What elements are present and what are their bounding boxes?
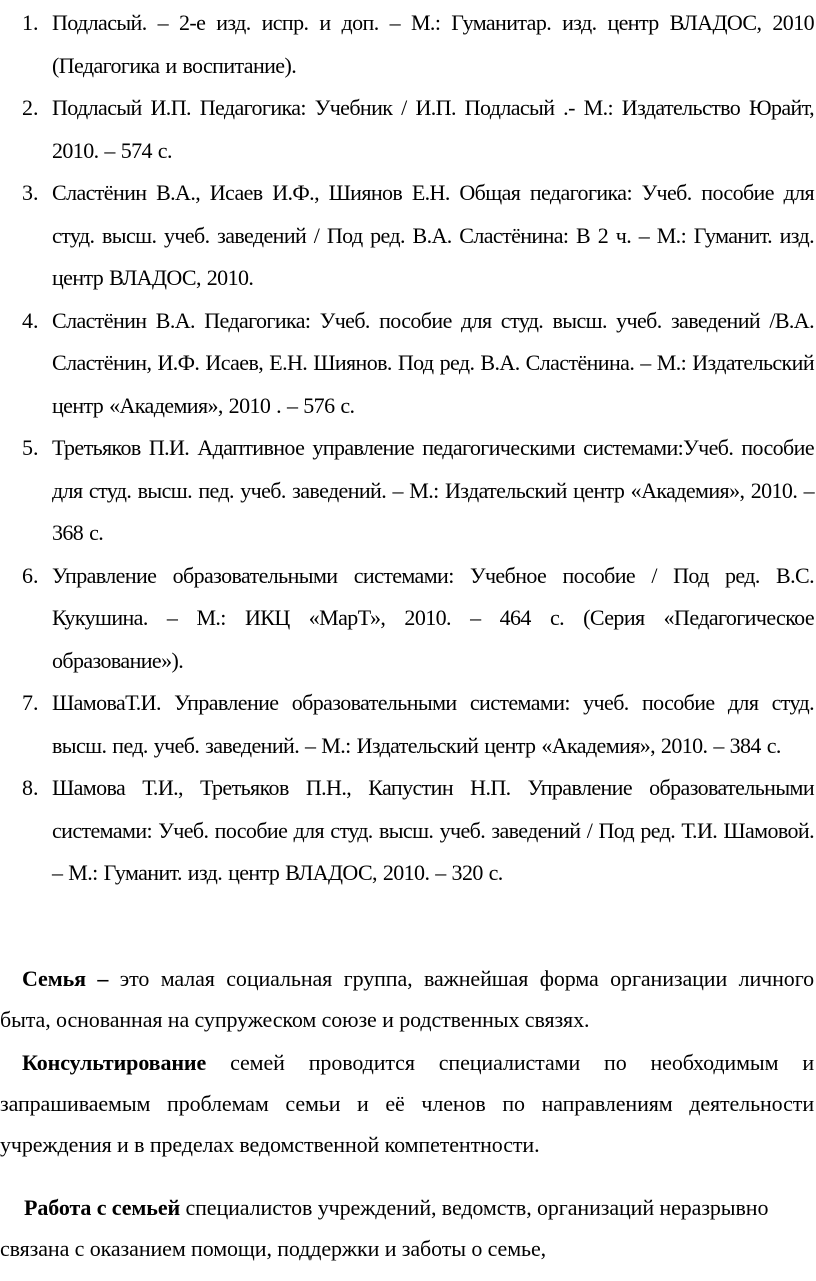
reference-list <box>0 2 816 895</box>
family-term: Семья – <box>22 966 109 991</box>
consulting-term: Консультирование <box>22 1050 207 1075</box>
family-work-term: Работа с семьей <box>24 1195 181 1220</box>
reference-text: Сластёнин В.А. Педагогика: Учеб. пособие для студ. высш. учеб. заведений /В.А. Сластёнин, И.Ф. Исаев, Е.Н. Шиянов. Под ред. В.А. Сластёнина. – М.: Издательский центр «Академия», 2010 . – 576 с. <box>52 307 814 418</box>
reference-text: Подласый. – 2-е изд. испр. и доп. – М.: Гуманитар. изд. центр ВЛАДОС, 2010 (Педагогика и воспитание). <box>52 10 814 78</box>
reference-number: 3. <box>22 180 39 205</box>
reference-number: 2. <box>22 95 39 120</box>
family-work-text: специалистов учреждений, ведомств, организаций неразрывно связана с оказанием помощи, поддержки и заботы о семье, <box>0 1195 769 1261</box>
reference-item <box>0 87 816 172</box>
reference-number: 1. <box>22 10 39 35</box>
reference-text: ШамоваТ.И. Управление образовательными системами: учеб. пособие для студ. высш. пед. учеб. заведений. – М.: Издательский центр «Академия», 2010. – 384 с. <box>52 690 814 758</box>
consulting-definition <box>0 1042 816 1165</box>
reference-item <box>0 767 816 895</box>
reference-number: 4. <box>22 307 39 333</box>
reference-number: 6. <box>22 562 39 588</box>
reference-item <box>0 555 816 683</box>
reference-text: Управление образовательными системами: Учебное пособие / Под ред. В.С. Кукушина. – М.: ИКЦ «МарТ», 2010. – 464 с. (Серия «Педагогическое образование»). <box>52 562 814 673</box>
consulting-text: семей проводится специалистами по необходимым и запрашиваемым проблемам семьи и её членов по направлениям деятельности учреждения и в пределах ведомственной компетентности. <box>0 1050 814 1157</box>
reference-item <box>0 682 816 767</box>
definitions-section <box>0 958 816 1269</box>
reference-item <box>0 300 816 428</box>
family-definition <box>0 958 816 1040</box>
reference-number: 8. <box>22 775 39 800</box>
reference-item <box>0 172 816 300</box>
family-work-definition <box>0 1187 816 1269</box>
reference-text: Подласый И.П. Педагогика: Учебник / И.П. Подласый .- М.: Издательство Юрайт, 2010. – 574 с. <box>52 95 814 163</box>
reference-number: 5. <box>22 435 39 460</box>
reference-text: Третьяков П.И. Адаптивное управление педагогическими системами:Учеб. пособие для студ. высш. пед. учеб. заведений. – М.: Издательский центр «Академия», 2010. – 368 с. <box>52 435 814 545</box>
reference-text: Сластёнин В.А., Исаев И.Ф., Шиянов Е.Н. Общая педагогика: Учеб. пособие для студ. высш. учеб. заведений / Под ред. В.А. Сластёнина: В 2 ч. – М.: Гуманит. изд. центр ВЛАДОС, 2010. <box>52 180 814 290</box>
reference-item <box>0 2 816 87</box>
reference-item <box>0 427 816 555</box>
family-text: это малая социальная группа, важнейшая форма организации личного быта, основанная на супружеском союзе и родственных связях. <box>0 966 814 1032</box>
reference-number: 7. <box>22 690 39 715</box>
reference-text: Шамова Т.И., Третьяков П.Н., Капустин Н.П. Управление образовательными системами: Учеб. пособие для студ. высш. учеб. заведений / Под ред. Т.И. Шамовой. – М.: Гуманит. изд. центр ВЛАДОС, 2010. – 320 с. <box>52 775 814 885</box>
